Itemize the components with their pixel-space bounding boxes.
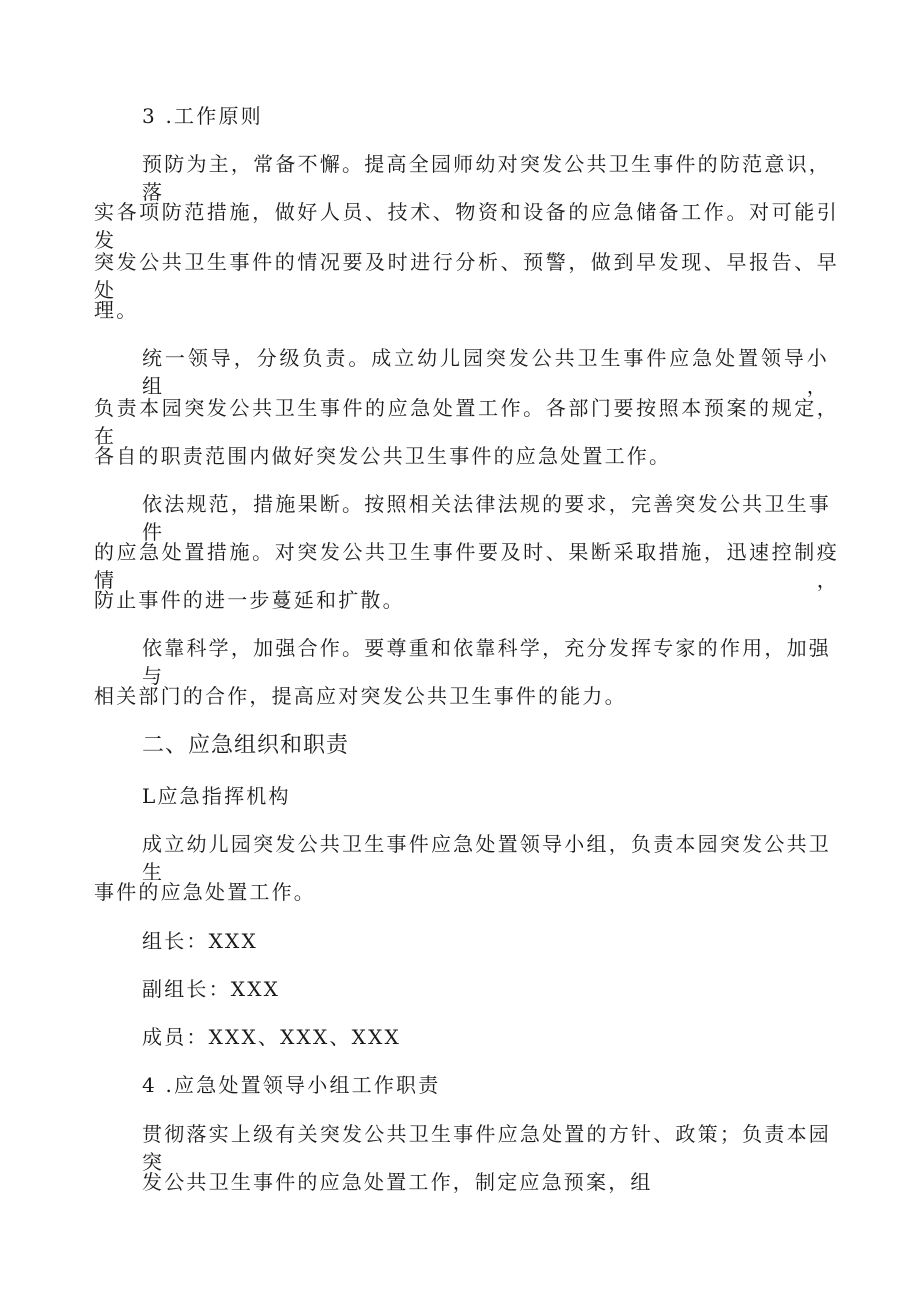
paragraph-line: 相关部门的合作，提高应对突发公共卫生事件的能力。 — [94, 684, 627, 708]
deputy-leader-line: 副组长：XXX — [142, 977, 281, 1001]
paragraph-line: 依法规范，措施果断。按照相关法律法规的要求，完善突发公共卫生事件 — [142, 492, 831, 544]
group-leader-line: 组长：XXX — [142, 929, 258, 953]
paragraph-line: 负责本园突发公共卫生事件的应急处置工作。各部门要按照本预案的规定，在 — [94, 396, 839, 448]
paragraph-line: 防止事件的进一步蔓延和扩散。 — [94, 588, 405, 612]
paragraph-line: 贯彻落实上级有关突发公共卫生事件应急处置的方针、政策；负责本园突 — [142, 1122, 831, 1174]
members-line: 成员：XXX、XXX、XXX — [142, 1025, 401, 1049]
paragraph-line: 发公共卫生事件的应急处置工作，制定应急预案，组 — [142, 1170, 653, 1194]
paragraph-line: 统一领导，分级负责。成立幼儿园突发公共卫生事件应急处置领导小组， — [142, 346, 829, 398]
paragraph-line: 事件的应急处置工作。 — [94, 880, 316, 904]
paragraph-line: 各自的职责范围内做好突发公共卫生事件的应急处置工作。 — [94, 444, 672, 468]
paragraph-line: 突发公共卫生事件的情况要及时进行分析、预警，做到早发现、早报告、早处 — [94, 250, 839, 302]
paragraph-line: 的应急处置措施。对突发公共卫生事件要及时、果断采取措施，迅速控制疫情， — [94, 540, 839, 592]
paragraph-line: 成立幼儿园突发公共卫生事件应急处置领导小组，负责本园突发公共卫生 — [142, 832, 831, 884]
section-heading: 二、应急组织和职责 — [142, 733, 350, 758]
subsection-heading-command: L应急指挥机构 — [142, 784, 291, 808]
subsection-heading-work-principles: 3 .工作原则 — [142, 104, 263, 128]
paragraph-line: 预防为主，常备不懈。提高全园师幼对突发公共卫生事件的防范意识，落 — [142, 152, 831, 204]
paragraph-line: 理。 — [94, 298, 139, 322]
paragraph-line: 依靠科学，加强合作。要尊重和依靠科学，充分发挥专家的作用，加强与 — [142, 636, 831, 688]
subsection-heading-duties: 4 .应急处置领导小组工作职责 — [142, 1073, 441, 1097]
paragraph-line: 实各项防范措施，做好人员、技术、物资和设备的应急储备工作。对可能引发 — [94, 200, 839, 252]
